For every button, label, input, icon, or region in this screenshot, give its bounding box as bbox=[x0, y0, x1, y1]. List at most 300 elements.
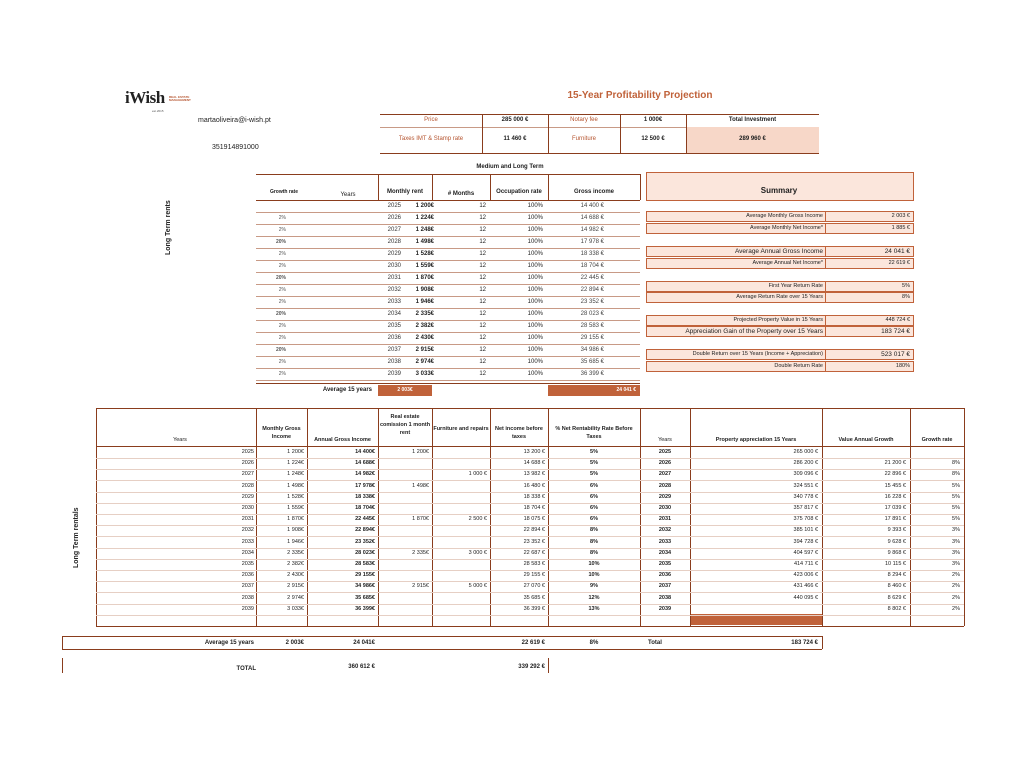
monthly-gross-cell: 1 559€ bbox=[287, 505, 304, 511]
net-income-cell: 16 480 € bbox=[523, 482, 545, 489]
furniture-label: Furniture bbox=[571, 136, 596, 142]
t2-average-monthly: 2 003€ bbox=[285, 640, 304, 646]
occupation-cell: 100% bbox=[527, 311, 543, 317]
gross-income-header: Gross income bbox=[573, 189, 614, 195]
price-value: 285 000 € bbox=[501, 117, 529, 123]
gross-income-cell: 22 445 € bbox=[580, 275, 604, 281]
summary-label: First Year Return Rate bbox=[768, 283, 823, 289]
investment-info-table bbox=[380, 114, 819, 154]
years-header: Years bbox=[340, 192, 356, 198]
rent-row bbox=[256, 237, 640, 248]
summary-row bbox=[646, 326, 914, 337]
annual-gross-cell: 22 894€ bbox=[355, 527, 375, 534]
year-cell: 2037 bbox=[387, 347, 401, 353]
monthly-gross-cell: 3 033€ bbox=[287, 605, 304, 612]
months-cell: 12 bbox=[479, 239, 486, 245]
months-cell: 12 bbox=[479, 335, 486, 341]
value-growth-cell: 8 294 € bbox=[887, 572, 906, 579]
year-cell: 2033 bbox=[241, 538, 254, 545]
monthly-gross-cell: 1 200€ bbox=[287, 449, 304, 455]
t2-average-rate: 8% bbox=[589, 640, 599, 646]
property-value-cell: 357 817 € bbox=[793, 505, 818, 511]
summary-value: 22 619 € bbox=[888, 260, 910, 266]
rent-row bbox=[256, 297, 640, 308]
summary-label: Double Return over 15 Years (Income + Appreciation) bbox=[692, 351, 823, 357]
t2-net-income-header: Net income before taxes bbox=[495, 426, 543, 440]
occupation-cell: 100% bbox=[527, 215, 543, 221]
rent-row bbox=[256, 201, 640, 212]
price-label: Price bbox=[424, 117, 438, 123]
grand-total-net: 339 292 € bbox=[518, 664, 545, 670]
year-cell: 2030 bbox=[387, 263, 401, 269]
year-cell: 2039 bbox=[241, 605, 254, 612]
summary-value: 2 003 € bbox=[891, 213, 910, 219]
property-value-cell: 394 728 € bbox=[793, 538, 818, 545]
property-value-cell: 286 200 € bbox=[793, 460, 818, 467]
value-growth-cell: 10 115 € bbox=[884, 561, 906, 567]
total-investment-value: 289 960 € bbox=[739, 136, 766, 142]
year-cell: 2025 bbox=[387, 203, 401, 209]
t2-value-growth-header: Value Annual Growth bbox=[838, 437, 894, 443]
growth-rate-cell: 2% bbox=[278, 215, 286, 221]
net-income-cell: 22 687 € bbox=[523, 549, 545, 556]
annual-gross-cell: 34 986€ bbox=[355, 583, 375, 590]
summary-value: 5% bbox=[902, 283, 910, 289]
growth-rate-cell: 5% bbox=[952, 516, 960, 523]
net-rate-cell: 8% bbox=[590, 549, 598, 556]
growth-rate-cell: 3% bbox=[952, 538, 960, 545]
value-growth-cell: 16 228 € bbox=[884, 493, 906, 500]
summary-row bbox=[646, 211, 914, 222]
year2-cell: 2030 bbox=[658, 505, 672, 511]
growth-rate-cell: 2% bbox=[278, 251, 286, 257]
summary-label: Average Monthly Gross Income bbox=[746, 213, 823, 219]
net-income-cell: 35 685 € bbox=[523, 594, 545, 601]
commission-cell: 2 915€ bbox=[412, 583, 429, 590]
monthly-rent-cell: 2 335€ bbox=[415, 311, 434, 317]
year2-cell: 2033 bbox=[658, 538, 672, 545]
year2-cell: 2028 bbox=[658, 482, 672, 489]
year-cell: 2028 bbox=[387, 239, 401, 245]
monthly-gross-cell: 2 382€ bbox=[287, 561, 304, 567]
commission-cell: 1 870€ bbox=[412, 516, 429, 523]
furniture-cell: 1 000 € bbox=[468, 471, 487, 478]
growth-rate-cell: 5% bbox=[952, 493, 960, 500]
company-logo: iWish bbox=[125, 88, 165, 107]
commission-cell: 1 200€ bbox=[412, 449, 429, 455]
growth-rate-cell: 2% bbox=[278, 335, 286, 341]
notary-fee-label: Notary fee bbox=[570, 117, 598, 123]
summary-label: Double Return Rate bbox=[774, 363, 823, 369]
months-cell: 12 bbox=[479, 203, 486, 209]
year2-cell: 2032 bbox=[658, 527, 672, 534]
net-rate-cell: 8% bbox=[590, 538, 598, 545]
long-term-rentals-label: Long Term rentals bbox=[73, 507, 80, 568]
months-cell: 12 bbox=[479, 275, 486, 281]
months-cell: 12 bbox=[479, 215, 486, 221]
property-value-cell: 375 708 € bbox=[793, 516, 818, 523]
monthly-rent-cell: 1 908€ bbox=[415, 287, 434, 293]
t2-average-net: 22 619 € bbox=[521, 640, 545, 646]
net-rate-cell: 9% bbox=[590, 583, 598, 590]
property-value-cell: 265 000 € bbox=[793, 449, 818, 455]
average-15-years-label: Average 15 years bbox=[322, 387, 372, 393]
net-income-cell: 27 070 € bbox=[523, 583, 545, 590]
logo-subtitle: REAL ESTATE MANAGEMENT bbox=[169, 95, 191, 102]
t2-total-label: Total bbox=[648, 640, 662, 646]
months-cell: 12 bbox=[479, 347, 486, 353]
summary-row bbox=[646, 292, 914, 303]
year-cell: 2031 bbox=[387, 275, 401, 281]
net-income-cell: 18 704 € bbox=[523, 505, 545, 511]
property-value-cell: 423 006 € bbox=[793, 572, 818, 579]
growth-rate-cell: 20% bbox=[275, 311, 286, 317]
property-value-cell: 340 778 € bbox=[793, 493, 818, 500]
growth-rate-cell: 8% bbox=[952, 471, 960, 478]
property-value-cell: 324 551 € bbox=[793, 482, 818, 489]
summary-label: Average Monthly Net Income* bbox=[750, 225, 823, 231]
net-rate-cell: 6% bbox=[590, 505, 598, 511]
occupation-cell: 100% bbox=[527, 371, 543, 377]
year2-cell: 2031 bbox=[658, 516, 672, 523]
year-cell: 2036 bbox=[241, 572, 254, 579]
property-value-cell: 309 096 € bbox=[793, 471, 818, 478]
summary-row bbox=[646, 281, 914, 292]
occupation-cell: 100% bbox=[527, 251, 543, 257]
annual-gross-cell: 18 704€ bbox=[355, 505, 375, 511]
summary-value: 523 017 € bbox=[881, 351, 910, 358]
occupation-cell: 100% bbox=[527, 203, 543, 209]
net-rate-cell: 5% bbox=[590, 449, 598, 455]
summary-label: Average Annual Net Income* bbox=[752, 260, 823, 266]
t2-monthly-gross-header: Monthly Gross Income bbox=[262, 426, 301, 440]
average-monthly-rent: 2 003€ bbox=[378, 385, 432, 396]
furniture-value: 12 500 € bbox=[641, 136, 665, 142]
growth-rate-cell: 2% bbox=[278, 287, 286, 293]
net-income-cell: 28 583 € bbox=[523, 561, 545, 567]
gross-income-cell: 14 400 € bbox=[580, 203, 604, 209]
monthly-rent-cell: 2 974€ bbox=[415, 359, 434, 365]
year-cell: 2030 bbox=[241, 505, 254, 511]
year-cell: 2038 bbox=[387, 359, 401, 365]
summary-value: 180% bbox=[895, 363, 910, 369]
months-cell: 12 bbox=[479, 323, 486, 329]
rent-row bbox=[256, 345, 640, 356]
growth-rate-cell: 20% bbox=[275, 239, 286, 245]
value-growth-cell: 17 891 € bbox=[884, 516, 906, 523]
growth-rate-cell: 3% bbox=[952, 527, 960, 534]
months-cell: 12 bbox=[479, 299, 486, 305]
rent-row bbox=[256, 357, 640, 368]
taxes-label: Taxes IMT & Stamp rate bbox=[398, 136, 464, 142]
monthly-gross-cell: 1 528€ bbox=[287, 493, 304, 500]
growth-rate-cell: 2% bbox=[952, 605, 960, 612]
monthly-rent-cell: 1 498€ bbox=[415, 239, 434, 245]
furniture-cell: 2 500 € bbox=[468, 516, 487, 523]
t2-appreciation-header: Property appreciation 15 Years bbox=[715, 437, 797, 443]
growth-rate-cell: 3% bbox=[952, 549, 960, 556]
value-growth-cell: 8 460 € bbox=[887, 583, 906, 590]
summary-value: 24 041 € bbox=[884, 248, 910, 255]
net-rate-cell: 6% bbox=[590, 516, 598, 523]
monthly-rent-cell: 1 528€ bbox=[415, 251, 434, 257]
year-cell: 2028 bbox=[241, 482, 254, 489]
logo-tagline: est.2015 bbox=[152, 109, 164, 113]
net-rate-cell: 6% bbox=[590, 482, 598, 489]
occupation-cell: 100% bbox=[527, 275, 543, 281]
monthly-rent-cell: 1 200€ bbox=[415, 203, 434, 209]
occupation-cell: 100% bbox=[527, 335, 543, 341]
net-rate-cell: 5% bbox=[590, 471, 598, 478]
months-cell: 12 bbox=[479, 359, 486, 365]
year2-cell: 2026 bbox=[658, 460, 672, 467]
growth-rate-cell: 8% bbox=[952, 460, 960, 467]
long-term-rents-label: Long Term rents bbox=[165, 200, 172, 255]
annual-gross-cell: 17 978€ bbox=[355, 482, 375, 489]
summary-row bbox=[646, 315, 914, 326]
months-cell: 12 bbox=[479, 371, 486, 377]
rent-row bbox=[256, 225, 640, 236]
occupation-cell: 100% bbox=[527, 287, 543, 293]
growth-rate-cell: 2% bbox=[278, 263, 286, 269]
growth-rate-cell: 5% bbox=[952, 482, 960, 489]
t2-average-annual: 24 041€ bbox=[353, 640, 375, 646]
contact-email[interactable]: martaoliveira@i-wish.pt bbox=[198, 117, 271, 124]
gross-income-cell: 17 978 € bbox=[580, 239, 604, 245]
monthly-gross-cell: 2 430€ bbox=[287, 572, 304, 579]
t2-total-growth: 183 724 € bbox=[791, 640, 818, 646]
t2-years-header: Years bbox=[173, 437, 187, 443]
rent-row bbox=[256, 285, 640, 296]
year2-cell: 2025 bbox=[658, 449, 672, 455]
net-income-cell: 13 200 € bbox=[523, 449, 545, 455]
growth-rate-cell: 5% bbox=[952, 505, 960, 511]
t2-annual-gross-header: Annual Gross Income bbox=[314, 437, 371, 443]
net-income-cell: 14 688 € bbox=[523, 460, 545, 467]
occupation-cell: 100% bbox=[527, 299, 543, 305]
months-cell: 12 bbox=[479, 311, 486, 317]
year2-cell: 2029 bbox=[658, 493, 672, 500]
net-income-cell: 23 352 € bbox=[523, 538, 545, 545]
property-value-cell: 431 466 € bbox=[793, 583, 818, 590]
net-income-cell: 18 075 € bbox=[523, 516, 545, 523]
growth-rate-cell: 2% bbox=[278, 299, 286, 305]
value-growth-cell: 15 455 € bbox=[884, 482, 906, 489]
monthly-rent-cell: 1 248€ bbox=[415, 227, 434, 233]
net-income-cell: 13 982 € bbox=[523, 471, 545, 478]
furniture-cell: 3 000 € bbox=[468, 549, 487, 556]
year-cell: 2036 bbox=[387, 335, 401, 341]
summary-value: 8% bbox=[902, 294, 910, 300]
rent-row bbox=[256, 321, 640, 332]
monthly-gross-cell: 2 335€ bbox=[287, 549, 304, 556]
notary-fee-value: 1 000€ bbox=[643, 117, 663, 123]
year-cell: 2027 bbox=[241, 471, 254, 478]
page-title: 15-Year Profitability Projection bbox=[567, 90, 713, 101]
months-cell: 12 bbox=[479, 287, 486, 293]
growth-rate-cell: 2% bbox=[278, 359, 286, 365]
months-header: # Months bbox=[447, 191, 475, 197]
growth-rate-cell: 2% bbox=[952, 594, 960, 601]
gross-income-cell: 18 704 € bbox=[580, 263, 604, 269]
commission-cell: 2 335€ bbox=[412, 549, 429, 556]
gross-income-cell: 29 155 € bbox=[580, 335, 604, 341]
rent-row bbox=[256, 309, 640, 320]
monthly-gross-cell: 2 974€ bbox=[287, 594, 304, 601]
year-cell: 2029 bbox=[387, 251, 401, 257]
summary-value: 1 885 € bbox=[891, 225, 910, 231]
net-rate-cell: 5% bbox=[590, 460, 598, 467]
contact-phone: 351914891000 bbox=[212, 144, 259, 151]
year2-cell: 2037 bbox=[658, 583, 672, 590]
year-cell: 2029 bbox=[241, 493, 254, 500]
net-income-cell: 18 338 € bbox=[523, 493, 545, 500]
year-cell: 2033 bbox=[387, 299, 401, 305]
rent-row bbox=[256, 213, 640, 224]
monthly-gross-cell: 1 946€ bbox=[287, 538, 304, 545]
monthly-rent-header: Monthly rent bbox=[387, 189, 423, 195]
occupation-cell: 100% bbox=[527, 347, 543, 353]
summary-row bbox=[646, 223, 914, 234]
net-rate-cell: 10% bbox=[588, 572, 600, 579]
gross-income-cell: 28 583 € bbox=[580, 323, 604, 329]
monthly-rent-cell: 3 033€ bbox=[415, 371, 434, 377]
grand-total-annual: 360 612 € bbox=[348, 664, 375, 670]
growth-rate-cell: 2% bbox=[952, 583, 960, 590]
rent-row bbox=[256, 333, 640, 344]
net-rate-cell: 13% bbox=[588, 605, 600, 612]
value-growth-cell: 8 802 € bbox=[887, 605, 906, 612]
year-cell: 2032 bbox=[387, 287, 401, 293]
months-cell: 12 bbox=[479, 227, 486, 233]
average-gross-income: 24 041 € bbox=[548, 385, 640, 396]
gross-income-cell: 14 982 € bbox=[580, 227, 604, 233]
net-rate-cell: 12% bbox=[588, 594, 600, 601]
monthly-gross-cell: 1 498€ bbox=[287, 482, 304, 489]
summary-row bbox=[646, 349, 914, 360]
monthly-gross-cell: 1 908€ bbox=[287, 527, 304, 534]
year2-cell: 2027 bbox=[658, 471, 672, 478]
t2-years2-header: Years bbox=[658, 437, 672, 443]
t2-commission-header: Real estate comission 1 month rent bbox=[379, 414, 431, 436]
net-rate-cell: 6% bbox=[590, 493, 598, 500]
summary-row bbox=[646, 258, 914, 269]
occupation-cell: 100% bbox=[527, 263, 543, 269]
growth-rate-header: Growth rate bbox=[269, 189, 298, 195]
summary-label: Average Annual Gross Income bbox=[734, 248, 823, 255]
months-cell: 12 bbox=[479, 263, 486, 269]
months-cell: 12 bbox=[479, 251, 486, 257]
growth-rate-cell: 2% bbox=[278, 371, 286, 377]
annual-gross-cell: 14 688€ bbox=[355, 460, 375, 467]
annual-gross-cell: 36 399€ bbox=[355, 605, 375, 612]
summary-title: Summary bbox=[760, 186, 798, 195]
annual-gross-cell: 28 023€ bbox=[355, 549, 375, 556]
year-cell: 2025 bbox=[241, 449, 254, 455]
summary-value: 448 724 € bbox=[885, 317, 910, 323]
occupation-cell: 100% bbox=[527, 239, 543, 245]
year2-cell: 2039 bbox=[658, 605, 672, 612]
net-income-cell: 36 399 € bbox=[523, 605, 545, 612]
monthly-gross-cell: 1 224€ bbox=[287, 460, 304, 467]
year2-cell: 2036 bbox=[658, 572, 672, 579]
year2-cell: 2035 bbox=[658, 561, 672, 567]
value-growth-cell: 21 200 € bbox=[884, 460, 906, 467]
net-rate-cell: 8% bbox=[590, 527, 598, 534]
year-cell: 2032 bbox=[241, 527, 254, 534]
monthly-gross-cell: 2 915€ bbox=[287, 583, 304, 590]
annual-gross-cell: 23 352€ bbox=[355, 538, 375, 545]
medium-long-term-title: Medium and Long Term bbox=[476, 164, 544, 170]
gross-income-cell: 18 338 € bbox=[580, 251, 604, 257]
taxes-value: 11 460 € bbox=[503, 136, 527, 142]
year-cell: 2027 bbox=[387, 227, 401, 233]
annual-gross-cell: 18 338€ bbox=[355, 493, 375, 500]
occupation-cell: 100% bbox=[527, 323, 543, 329]
occupation-cell: 100% bbox=[527, 359, 543, 365]
growth-rate-cell: 20% bbox=[275, 347, 286, 353]
gross-income-cell: 23 352 € bbox=[580, 299, 604, 305]
growth-rate-cell: 20% bbox=[275, 275, 286, 281]
gross-income-cell: 28 023 € bbox=[580, 311, 604, 317]
monthly-gross-cell: 1 870€ bbox=[287, 516, 304, 523]
year-cell: 2035 bbox=[387, 323, 401, 329]
furniture-cell: 5 000 € bbox=[468, 583, 487, 590]
value-growth-cell: 9 628 € bbox=[887, 538, 906, 545]
year-cell: 2026 bbox=[241, 460, 254, 467]
annual-gross-cell: 28 583€ bbox=[355, 561, 375, 567]
total-investment-label: Total Investment bbox=[728, 117, 777, 123]
year-cell: 2026 bbox=[387, 215, 401, 221]
summary-row bbox=[646, 246, 914, 257]
rent-row bbox=[256, 369, 640, 380]
gross-income-cell: 34 986 € bbox=[580, 347, 604, 353]
gross-income-cell: 22 894 € bbox=[580, 287, 604, 293]
year-cell: 2038 bbox=[241, 594, 254, 601]
year2-cell: 2038 bbox=[658, 594, 672, 601]
monthly-rent-cell: 2 430€ bbox=[415, 335, 434, 341]
value-growth-cell: 22 896 € bbox=[884, 471, 906, 478]
year-cell: 2037 bbox=[241, 583, 254, 590]
year-cell: 2035 bbox=[241, 561, 254, 567]
value-growth-cell: 9 393 € bbox=[887, 527, 906, 534]
annual-gross-cell: 35 685€ bbox=[355, 594, 375, 601]
year-cell: 2039 bbox=[387, 371, 401, 377]
occupation-rate-header: Occupation rate bbox=[496, 189, 542, 195]
summary-label: Projected Property Value in 15 Years bbox=[733, 317, 823, 323]
monthly-rent-cell: 2 382€ bbox=[415, 323, 434, 329]
annual-gross-cell: 22 445€ bbox=[355, 516, 375, 523]
annual-gross-cell: 14 400€ bbox=[355, 449, 375, 455]
rent-row bbox=[256, 261, 640, 272]
year-cell: 2034 bbox=[241, 549, 254, 556]
summary-value: 183 724 € bbox=[881, 328, 910, 335]
t2-furniture-header: Furniture and repairs bbox=[433, 426, 489, 432]
monthly-rent-cell: 1 946€ bbox=[415, 299, 434, 305]
gross-income-cell: 36 399 € bbox=[580, 371, 604, 377]
year-cell: 2034 bbox=[387, 311, 401, 317]
grand-total-label: TOTAL bbox=[236, 666, 256, 672]
value-growth-cell: 8 629 € bbox=[887, 594, 906, 601]
gross-income-cell: 35 685 € bbox=[580, 359, 604, 365]
net-income-cell: 29 155 € bbox=[523, 572, 545, 579]
year-cell: 2031 bbox=[241, 516, 254, 523]
value-growth-cell: 9 868 € bbox=[887, 549, 906, 556]
commission-cell: 1 498€ bbox=[412, 482, 429, 489]
growth-rate-cell: 2% bbox=[952, 572, 960, 579]
summary-row bbox=[646, 361, 914, 372]
property-value-cell: 440 095 € bbox=[793, 594, 818, 601]
